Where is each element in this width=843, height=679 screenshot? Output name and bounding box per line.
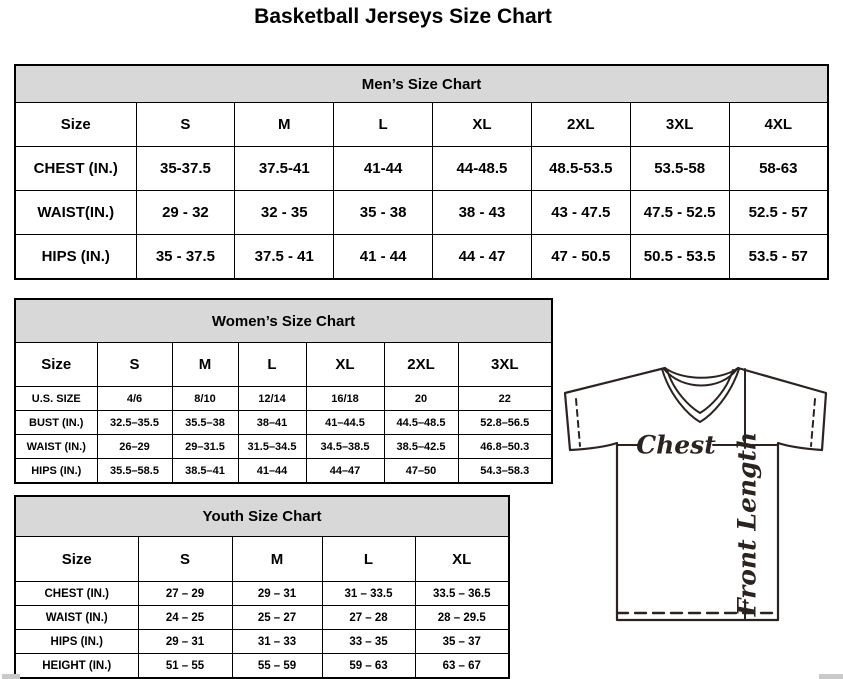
- men-header-row: [15, 103, 828, 147]
- table-row: [15, 191, 828, 235]
- column-header: XL: [433, 103, 532, 147]
- column-header: M: [235, 103, 334, 147]
- jersey-collar-arc-outer: [665, 368, 738, 378]
- table-row: [15, 387, 552, 411]
- jersey-outline: [565, 368, 826, 620]
- column-header: M: [232, 537, 322, 582]
- table-cell: 44–47: [306, 459, 384, 484]
- table-cell: 22: [458, 387, 552, 411]
- womens-size-chart-table: [14, 298, 553, 484]
- column-header: Size: [15, 537, 138, 582]
- table-cell: 35.5–38: [172, 411, 238, 435]
- table-cell: 12/14: [238, 387, 306, 411]
- table-row: [15, 147, 828, 191]
- column-header: 3XL: [458, 343, 552, 387]
- table-cell: 47.5 - 52.5: [630, 191, 729, 235]
- jersey-collar-v-inner: [667, 370, 733, 413]
- table-cell: 37.5 - 41: [235, 235, 334, 280]
- table-cell: 44 - 47: [433, 235, 532, 280]
- column-header: L: [322, 537, 415, 582]
- table-cell: 52.8–56.5: [458, 411, 552, 435]
- table-cell: 50.5 - 53.5: [630, 235, 729, 280]
- row-label: HIPS (IN.): [15, 630, 138, 654]
- jersey-measurement-diagram: [560, 354, 840, 622]
- table-cell: 44.5–48.5: [384, 411, 458, 435]
- table-cell: 53.5 - 57: [729, 235, 828, 280]
- row-label: CHEST (IN.): [15, 582, 138, 606]
- youth-caption-row: [15, 496, 509, 537]
- jersey-diagram-svg: [560, 354, 840, 622]
- women-chart-title: Women’s Size Chart: [15, 299, 552, 343]
- table-cell: 29 – 31: [138, 630, 232, 654]
- table-cell: 55 – 59: [232, 654, 322, 679]
- row-label: WAIST(IN.): [15, 191, 136, 235]
- column-header: S: [138, 537, 232, 582]
- table-cell: 41 - 44: [334, 235, 433, 280]
- column-header: 2XL: [384, 343, 458, 387]
- chest-label: Chest: [636, 430, 716, 460]
- table-cell: 29 - 32: [136, 191, 235, 235]
- table-cell: 20: [384, 387, 458, 411]
- column-header: 4XL: [729, 103, 828, 147]
- women-caption-row: [15, 299, 552, 343]
- table-cell: 27 – 29: [138, 582, 232, 606]
- table-cell: 24 – 25: [138, 606, 232, 630]
- left-cuff-dashed-line: [576, 399, 580, 446]
- table-row: [15, 435, 552, 459]
- table-cell: 31.5–34.5: [238, 435, 306, 459]
- table-cell: 29–31.5: [172, 435, 238, 459]
- table-cell: 35 – 37: [415, 630, 509, 654]
- column-header: M: [172, 343, 238, 387]
- table-row: [15, 654, 509, 679]
- row-label: U.S. SIZE: [15, 387, 97, 411]
- table-cell: 29 – 31: [232, 582, 322, 606]
- table-cell: 35-37.5: [136, 147, 235, 191]
- table-cell: 59 – 63: [322, 654, 415, 679]
- column-header: Size: [15, 343, 97, 387]
- table-cell: 35 - 38: [334, 191, 433, 235]
- table-cell: 37.5-41: [235, 147, 334, 191]
- table-cell: 41–44.5: [306, 411, 384, 435]
- table-cell: 47–50: [384, 459, 458, 484]
- table-cell: 34.5–38.5: [306, 435, 384, 459]
- table-row: [15, 235, 828, 280]
- table-cell: 47 - 50.5: [531, 235, 630, 280]
- table-cell: 46.8–50.3: [458, 435, 552, 459]
- scrollbar-fragment-right: [819, 674, 843, 679]
- youth-chart-title: Youth Size Chart: [15, 496, 509, 537]
- table-cell: 43 - 47.5: [531, 191, 630, 235]
- column-header: L: [334, 103, 433, 147]
- table-cell: 41-44: [334, 147, 433, 191]
- table-row: [15, 459, 552, 484]
- table-cell: 52.5 - 57: [729, 191, 828, 235]
- table-cell: 32.5–35.5: [97, 411, 172, 435]
- column-header: 3XL: [630, 103, 729, 147]
- table-cell: 54.3–58.3: [458, 459, 552, 484]
- table-cell: 35.5–58.5: [97, 459, 172, 484]
- men-chart-title: Men’s Size Chart: [15, 65, 828, 103]
- right-cuff-dashed-line: [811, 399, 815, 446]
- table-cell: 25 – 27: [232, 606, 322, 630]
- table-cell: 38.5–42.5: [384, 435, 458, 459]
- table-row: [15, 411, 552, 435]
- row-label: HIPS (IN.): [15, 235, 136, 280]
- table-cell: 8/10: [172, 387, 238, 411]
- table-cell: 53.5-58: [630, 147, 729, 191]
- column-header: S: [97, 343, 172, 387]
- column-header: Size: [15, 103, 136, 147]
- column-header: 2XL: [531, 103, 630, 147]
- table-cell: 4/6: [97, 387, 172, 411]
- table-cell: 41–44: [238, 459, 306, 484]
- youth-size-chart-table: [14, 495, 510, 679]
- front-length-label: Front Length: [732, 431, 762, 617]
- table-cell: 33 – 35: [322, 630, 415, 654]
- row-label: CHEST (IN.): [15, 147, 136, 191]
- row-label: BUST (IN.): [15, 411, 97, 435]
- table-row: [15, 582, 509, 606]
- table-cell: 31 – 33.5: [322, 582, 415, 606]
- row-label: WAIST (IN.): [15, 606, 138, 630]
- row-label: HEIGHT (IN.): [15, 654, 138, 679]
- table-cell: 35 - 37.5: [136, 235, 235, 280]
- row-label: HIPS (IN.): [15, 459, 97, 484]
- table-cell: 31 – 33: [232, 630, 322, 654]
- men-caption-row: [15, 65, 828, 103]
- table-cell: 38 - 43: [433, 191, 532, 235]
- table-cell: 33.5 – 36.5: [415, 582, 509, 606]
- table-cell: 44-48.5: [433, 147, 532, 191]
- table-cell: 51 – 55: [138, 654, 232, 679]
- row-label: WAIST (IN.): [15, 435, 97, 459]
- table-cell: 28 – 29.5: [415, 606, 509, 630]
- table-cell: 27 – 28: [322, 606, 415, 630]
- table-cell: 32 - 35: [235, 191, 334, 235]
- women-header-row: [15, 343, 552, 387]
- table-cell: 63 – 67: [415, 654, 509, 679]
- table-cell: 16/18: [306, 387, 384, 411]
- mens-size-chart-table: [14, 64, 829, 280]
- column-header: S: [136, 103, 235, 147]
- column-header: XL: [306, 343, 384, 387]
- table-cell: 38–41: [238, 411, 306, 435]
- table-row: [15, 630, 509, 654]
- table-cell: 26–29: [97, 435, 172, 459]
- table-cell: 48.5-53.5: [531, 147, 630, 191]
- table-cell: 38.5–41: [172, 459, 238, 484]
- youth-header-row: [15, 537, 509, 582]
- table-row: [15, 606, 509, 630]
- scrollbar-fragment-left: [2, 674, 20, 679]
- page-title: Basketball Jerseys Size Chart: [254, 5, 552, 28]
- column-header: XL: [415, 537, 509, 582]
- table-cell: 58-63: [729, 147, 828, 191]
- column-header: L: [238, 343, 306, 387]
